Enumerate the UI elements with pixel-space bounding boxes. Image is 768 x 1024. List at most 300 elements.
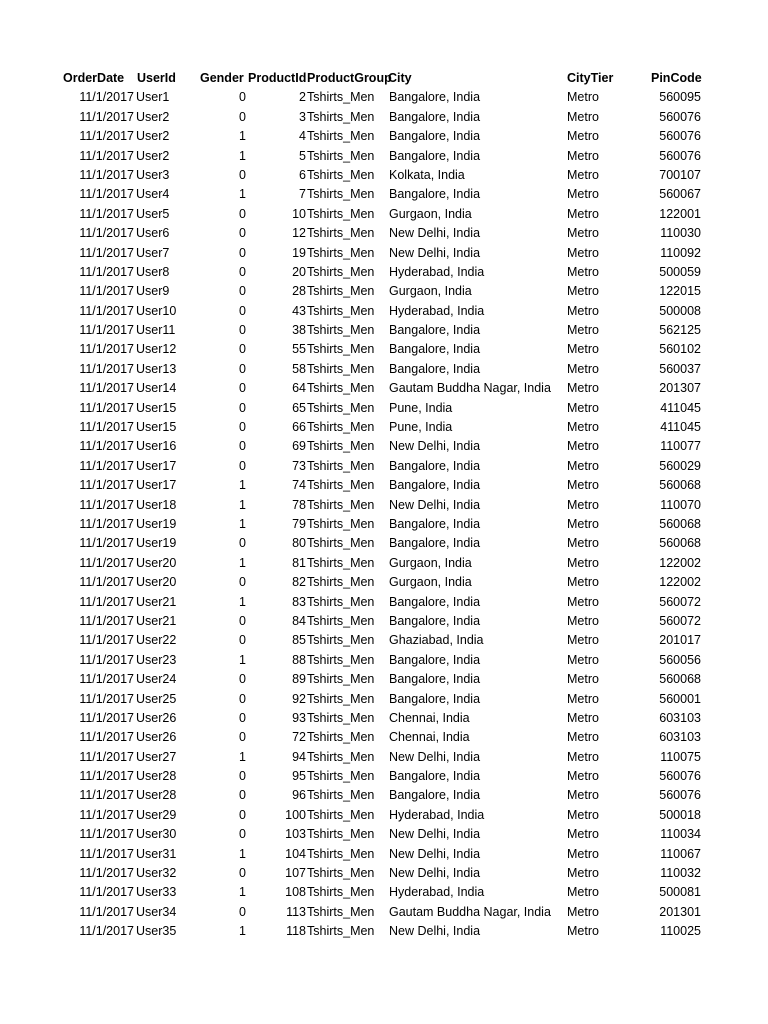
product-group-cell: Tshirts_Men	[307, 206, 375, 221]
city-tier-cell: Metro	[567, 458, 599, 473]
city-tier-cell: Metro	[567, 187, 599, 202]
header-city-tier: CityTier	[567, 71, 614, 85]
city-cell: Gautam Buddha Nagar, India	[389, 904, 551, 919]
user-id-cell: User21	[136, 594, 177, 609]
city-cell: Hyderabad, India	[389, 885, 485, 900]
city-cell: Bangalore, India	[389, 516, 481, 531]
product-id-cell: 6	[299, 167, 306, 182]
user-id-cell: User22	[136, 633, 177, 648]
orders-table	[0, 69, 768, 942]
user-id-cell: User35	[136, 924, 177, 939]
city-cell: Kolkata, India	[389, 167, 465, 182]
product-group-cell: Tshirts_Men	[307, 788, 375, 803]
table-row	[0, 457, 768, 476]
product-group-cell: Tshirts_Men	[307, 342, 375, 357]
product-group-cell: Tshirts_Men	[307, 691, 375, 706]
order-date-cell: 11/1/2017	[79, 167, 134, 182]
header-city: City	[388, 71, 412, 85]
order-date-cell: 11/1/2017	[79, 846, 134, 861]
order-date-cell: 11/1/2017	[79, 788, 134, 803]
table-row	[0, 825, 768, 844]
gender-cell: 0	[239, 439, 246, 454]
gender-cell: 0	[239, 904, 246, 919]
city-cell: Hyderabad, India	[389, 807, 485, 822]
product-group-cell: Tshirts_Men	[307, 323, 375, 338]
city-tier-cell: Metro	[567, 749, 599, 764]
table-row	[0, 573, 768, 592]
product-group-cell: Tshirts_Men	[307, 866, 375, 881]
product-group-cell: Tshirts_Men	[307, 226, 375, 241]
product-id-cell: 79	[292, 516, 306, 531]
user-id-cell: User20	[136, 575, 177, 590]
order-date-cell: 11/1/2017	[79, 478, 134, 493]
order-date-cell: 11/1/2017	[79, 284, 134, 299]
table-row	[0, 728, 768, 747]
pin-code-cell: 110070	[660, 497, 701, 512]
city-tier-cell: Metro	[567, 536, 599, 551]
table-row	[0, 631, 768, 650]
gender-cell: 0	[239, 381, 246, 396]
order-date-cell: 11/1/2017	[79, 827, 134, 842]
gender-cell: 0	[239, 361, 246, 376]
table-row	[0, 476, 768, 495]
product-group-cell: Tshirts_Men	[307, 652, 375, 667]
pin-code-cell: 500008	[659, 303, 701, 318]
city-tier-cell: Metro	[567, 342, 599, 357]
product-id-cell: 85	[292, 633, 306, 648]
table-row	[0, 379, 768, 398]
city-tier-cell: Metro	[567, 633, 599, 648]
user-id-cell: User12	[136, 342, 177, 357]
city-cell: Bangalore, India	[389, 458, 481, 473]
user-id-cell: User3	[136, 167, 170, 182]
city-cell: Bangalore, India	[389, 478, 481, 493]
product-id-cell: 92	[292, 691, 306, 706]
order-date-cell: 11/1/2017	[79, 633, 134, 648]
city-cell: Gurgaon, India	[389, 555, 472, 570]
city-cell: Gurgaon, India	[389, 284, 472, 299]
city-tier-cell: Metro	[567, 730, 599, 745]
order-date-cell: 11/1/2017	[79, 109, 134, 124]
table-row	[0, 903, 768, 922]
city-cell: Bangalore, India	[389, 788, 481, 803]
user-id-cell: User4	[136, 187, 170, 202]
product-id-cell: 104	[285, 846, 306, 861]
pin-code-cell: 560076	[659, 109, 701, 124]
table-header-row	[0, 69, 768, 88]
order-date-cell: 11/1/2017	[79, 730, 134, 745]
city-tier-cell: Metro	[567, 148, 599, 163]
order-date-cell: 11/1/2017	[79, 439, 134, 454]
user-id-cell: User13	[136, 361, 177, 376]
city-tier-cell: Metro	[567, 866, 599, 881]
gender-cell: 0	[239, 342, 246, 357]
pin-code-cell: 560076	[659, 769, 701, 784]
product-group-cell: Tshirts_Men	[307, 846, 375, 861]
table-row	[0, 748, 768, 767]
user-id-cell: User20	[136, 555, 177, 570]
pin-code-cell: 560068	[659, 478, 701, 493]
order-date-cell: 11/1/2017	[79, 187, 134, 202]
gender-cell: 0	[239, 400, 246, 415]
user-id-cell: User29	[136, 807, 177, 822]
city-cell: Pune, India	[389, 400, 453, 415]
table-row	[0, 418, 768, 437]
gender-cell: 0	[239, 807, 246, 822]
product-id-cell: 28	[292, 284, 306, 299]
gender-cell: 0	[239, 575, 246, 590]
pin-code-cell: 562125	[659, 323, 701, 338]
table-row	[0, 147, 768, 166]
city-tier-cell: Metro	[567, 904, 599, 919]
product-group-cell: Tshirts_Men	[307, 245, 375, 260]
city-cell: New Delhi, India	[389, 497, 481, 512]
product-group-cell: Tshirts_Men	[307, 167, 375, 182]
table-row	[0, 282, 768, 301]
product-group-cell: Tshirts_Men	[307, 555, 375, 570]
gender-cell: 0	[239, 730, 246, 745]
product-id-cell: 89	[292, 672, 306, 687]
city-cell: Bangalore, India	[389, 342, 481, 357]
gender-cell: 0	[239, 613, 246, 628]
user-id-cell: User5	[136, 206, 170, 221]
gender-cell: 0	[239, 167, 246, 182]
gender-cell: 0	[239, 109, 246, 124]
product-group-cell: Tshirts_Men	[307, 749, 375, 764]
order-date-cell: 11/1/2017	[79, 497, 134, 512]
gender-cell: 1	[239, 749, 246, 764]
gender-cell: 1	[239, 594, 246, 609]
table-row	[0, 496, 768, 515]
city-tier-cell: Metro	[567, 807, 599, 822]
city-tier-cell: Metro	[567, 303, 599, 318]
table-row	[0, 593, 768, 612]
header-order-date: OrderDate	[63, 71, 125, 85]
user-id-cell: User28	[136, 769, 177, 784]
order-date-cell: 11/1/2017	[79, 904, 134, 919]
table-row	[0, 670, 768, 689]
pin-code-cell: 122001	[659, 206, 701, 221]
order-date-cell: 11/1/2017	[79, 148, 134, 163]
pin-code-cell: 110067	[660, 846, 701, 861]
table-row	[0, 534, 768, 553]
order-date-cell: 11/1/2017	[79, 90, 134, 105]
city-tier-cell: Metro	[567, 516, 599, 531]
table-row	[0, 806, 768, 825]
product-id-cell: 103	[285, 827, 306, 842]
pin-code-cell: 560102	[659, 342, 701, 357]
table-row	[0, 651, 768, 670]
order-date-cell: 11/1/2017	[79, 420, 134, 435]
user-id-cell: User27	[136, 749, 177, 764]
table-row	[0, 709, 768, 728]
product-id-cell: 12	[292, 226, 306, 241]
city-cell: New Delhi, India	[389, 846, 481, 861]
order-date-cell: 11/1/2017	[79, 458, 134, 473]
product-id-cell: 55	[292, 342, 306, 357]
city-tier-cell: Metro	[567, 710, 599, 725]
city-tier-cell: Metro	[567, 846, 599, 861]
order-date-cell: 11/1/2017	[79, 226, 134, 241]
city-tier-cell: Metro	[567, 167, 599, 182]
city-tier-cell: Metro	[567, 885, 599, 900]
city-tier-cell: Metro	[567, 361, 599, 376]
table-row	[0, 263, 768, 282]
city-cell: New Delhi, India	[389, 439, 481, 454]
order-date-cell: 11/1/2017	[79, 710, 134, 725]
city-tier-cell: Metro	[567, 206, 599, 221]
table-row	[0, 321, 768, 340]
product-id-cell: 65	[292, 400, 306, 415]
city-cell: Hyderabad, India	[389, 264, 485, 279]
gender-cell: 0	[239, 769, 246, 784]
table-row	[0, 864, 768, 883]
pin-code-cell: 560037	[659, 361, 701, 376]
product-group-cell: Tshirts_Men	[307, 536, 375, 551]
product-group-cell: Tshirts_Men	[307, 885, 375, 900]
gender-cell: 1	[239, 846, 246, 861]
pin-code-cell: 122015	[659, 284, 701, 299]
product-id-cell: 7	[299, 187, 306, 202]
product-id-cell: 93	[292, 710, 306, 725]
city-cell: Ghaziabad, India	[389, 633, 484, 648]
table-row	[0, 108, 768, 127]
product-group-cell: Tshirts_Men	[307, 284, 375, 299]
user-id-cell: User2	[136, 129, 170, 144]
pin-code-cell: 560067	[659, 187, 701, 202]
city-cell: Bangalore, India	[389, 129, 481, 144]
city-cell: Bangalore, India	[389, 323, 481, 338]
gender-cell: 0	[239, 710, 246, 725]
product-id-cell: 96	[292, 788, 306, 803]
user-id-cell: User30	[136, 827, 177, 842]
product-id-cell: 95	[292, 769, 306, 784]
order-date-cell: 11/1/2017	[79, 381, 134, 396]
gender-cell: 1	[239, 187, 246, 202]
pin-code-cell: 500059	[659, 264, 701, 279]
city-tier-cell: Metro	[567, 769, 599, 784]
table-row	[0, 244, 768, 263]
order-date-cell: 11/1/2017	[79, 206, 134, 221]
pin-code-cell: 110077	[660, 439, 701, 454]
table-row	[0, 883, 768, 902]
product-id-cell: 58	[292, 361, 306, 376]
product-group-cell: Tshirts_Men	[307, 924, 375, 939]
product-id-cell: 118	[286, 924, 306, 939]
header-product-id: ProductId	[248, 71, 307, 85]
user-id-cell: User34	[136, 904, 177, 919]
pin-code-cell: 560001	[659, 691, 701, 706]
user-id-cell: User26	[136, 730, 177, 745]
gender-cell: 0	[239, 226, 246, 241]
order-date-cell: 11/1/2017	[79, 594, 134, 609]
table-row	[0, 127, 768, 146]
order-date-cell: 11/1/2017	[79, 652, 134, 667]
pin-code-cell: 603103	[659, 710, 701, 725]
city-cell: Bangalore, India	[389, 613, 481, 628]
city-cell: Bangalore, India	[389, 90, 481, 105]
table-row	[0, 302, 768, 321]
pin-code-cell: 500081	[659, 885, 701, 900]
product-group-cell: Tshirts_Men	[307, 575, 375, 590]
pin-code-cell: 560076	[659, 148, 701, 163]
user-id-cell: User18	[136, 497, 177, 512]
city-tier-cell: Metro	[567, 827, 599, 842]
product-id-cell: 4	[299, 129, 306, 144]
city-tier-cell: Metro	[567, 672, 599, 687]
pin-code-cell: 560068	[659, 672, 701, 687]
user-id-cell: User11	[136, 323, 176, 338]
table-row	[0, 767, 768, 786]
product-group-cell: Tshirts_Men	[307, 769, 375, 784]
product-group-cell: Tshirts_Men	[307, 381, 375, 396]
product-id-cell: 64	[292, 381, 306, 396]
product-group-cell: Tshirts_Men	[307, 497, 375, 512]
user-id-cell: User17	[136, 478, 177, 493]
product-id-cell: 74	[292, 478, 306, 493]
user-id-cell: User14	[136, 381, 177, 396]
city-cell: Gurgaon, India	[389, 575, 472, 590]
user-id-cell: User28	[136, 788, 177, 803]
pin-code-cell: 560029	[659, 458, 701, 473]
product-id-cell: 82	[292, 575, 306, 590]
city-cell: Bangalore, India	[389, 691, 481, 706]
header-user-id: UserId	[137, 71, 176, 85]
gender-cell: 0	[239, 458, 246, 473]
city-cell: Gurgaon, India	[389, 206, 472, 221]
city-tier-cell: Metro	[567, 381, 599, 396]
city-tier-cell: Metro	[567, 400, 599, 415]
user-id-cell: User33	[136, 885, 177, 900]
product-id-cell: 73	[292, 458, 306, 473]
product-group-cell: Tshirts_Men	[307, 827, 375, 842]
order-date-cell: 11/1/2017	[79, 342, 134, 357]
city-cell: New Delhi, India	[389, 866, 481, 881]
gender-cell: 1	[239, 478, 246, 493]
city-cell: Chennai, India	[389, 710, 470, 725]
pin-code-cell: 560076	[659, 788, 701, 803]
gender-cell: 0	[239, 691, 246, 706]
user-id-cell: User9	[136, 284, 170, 299]
city-tier-cell: Metro	[567, 420, 599, 435]
product-group-cell: Tshirts_Men	[307, 672, 375, 687]
city-cell: Bangalore, India	[389, 536, 481, 551]
order-date-cell: 11/1/2017	[79, 691, 134, 706]
product-group-cell: Tshirts_Men	[307, 516, 375, 531]
gender-cell: 1	[239, 924, 246, 939]
product-id-cell: 19	[292, 245, 306, 260]
city-cell: New Delhi, India	[389, 749, 481, 764]
user-id-cell: User26	[136, 710, 177, 725]
table-row	[0, 88, 768, 107]
gender-cell: 0	[239, 323, 246, 338]
city-cell: Pune, India	[389, 420, 453, 435]
gender-cell: 1	[239, 148, 246, 163]
table-row	[0, 786, 768, 805]
gender-cell: 0	[239, 284, 246, 299]
city-tier-cell: Metro	[567, 245, 599, 260]
product-id-cell: 88	[292, 652, 306, 667]
order-date-cell: 11/1/2017	[79, 613, 134, 628]
order-date-cell: 11/1/2017	[79, 672, 134, 687]
city-tier-cell: Metro	[567, 497, 599, 512]
gender-cell: 0	[239, 536, 246, 551]
city-cell: New Delhi, India	[389, 924, 481, 939]
product-group-cell: Tshirts_Men	[307, 361, 375, 376]
gender-cell: 0	[239, 827, 246, 842]
product-id-cell: 38	[292, 323, 306, 338]
product-group-cell: Tshirts_Men	[307, 613, 375, 628]
table-row	[0, 437, 768, 456]
product-group-cell: Tshirts_Men	[307, 109, 375, 124]
gender-cell: 0	[239, 788, 246, 803]
order-date-cell: 11/1/2017	[79, 245, 134, 260]
product-group-cell: Tshirts_Men	[307, 807, 375, 822]
city-tier-cell: Metro	[567, 478, 599, 493]
user-id-cell: User1	[136, 90, 170, 105]
city-tier-cell: Metro	[567, 439, 599, 454]
product-group-cell: Tshirts_Men	[307, 594, 375, 609]
city-cell: Bangalore, India	[389, 672, 481, 687]
product-group-cell: Tshirts_Men	[307, 730, 375, 745]
order-date-cell: 11/1/2017	[79, 555, 134, 570]
pin-code-cell: 560056	[659, 652, 701, 667]
product-id-cell: 10	[292, 206, 306, 221]
city-cell: Bangalore, India	[389, 594, 481, 609]
table-row	[0, 845, 768, 864]
city-cell: New Delhi, India	[389, 245, 481, 260]
table-row	[0, 166, 768, 185]
user-id-cell: User21	[136, 613, 177, 628]
product-group-cell: Tshirts_Men	[307, 904, 375, 919]
product-id-cell: 66	[292, 420, 306, 435]
gender-cell: 0	[239, 633, 246, 648]
gender-cell: 0	[239, 672, 246, 687]
pin-code-cell: 603103	[659, 730, 701, 745]
city-tier-cell: Metro	[567, 788, 599, 803]
product-id-cell: 113	[286, 904, 306, 919]
table-row	[0, 515, 768, 534]
pin-code-cell: 110034	[660, 827, 701, 842]
order-date-cell: 11/1/2017	[79, 885, 134, 900]
pin-code-cell: 201017	[659, 633, 701, 648]
table-row	[0, 224, 768, 243]
product-id-cell: 81	[292, 555, 306, 570]
city-cell: Hyderabad, India	[389, 303, 485, 318]
product-group-cell: Tshirts_Men	[307, 264, 375, 279]
product-id-cell: 107	[285, 866, 306, 881]
user-id-cell: User6	[136, 226, 170, 241]
pin-code-cell: 560072	[659, 613, 701, 628]
user-id-cell: User25	[136, 691, 177, 706]
city-tier-cell: Metro	[567, 613, 599, 628]
product-id-cell: 69	[292, 439, 306, 454]
user-id-cell: User16	[136, 439, 177, 454]
gender-cell: 1	[239, 516, 246, 531]
city-cell: Bangalore, India	[389, 187, 481, 202]
product-group-cell: Tshirts_Men	[307, 303, 375, 318]
gender-cell: 0	[239, 245, 246, 260]
gender-cell: 1	[239, 497, 246, 512]
order-date-cell: 11/1/2017	[79, 303, 134, 318]
city-cell: Gautam Buddha Nagar, India	[389, 381, 551, 396]
pin-code-cell: 110092	[660, 245, 701, 260]
table-row	[0, 612, 768, 631]
order-date-cell: 11/1/2017	[79, 749, 134, 764]
gender-cell: 1	[239, 885, 246, 900]
product-group-cell: Tshirts_Men	[307, 458, 375, 473]
order-date-cell: 11/1/2017	[79, 536, 134, 551]
